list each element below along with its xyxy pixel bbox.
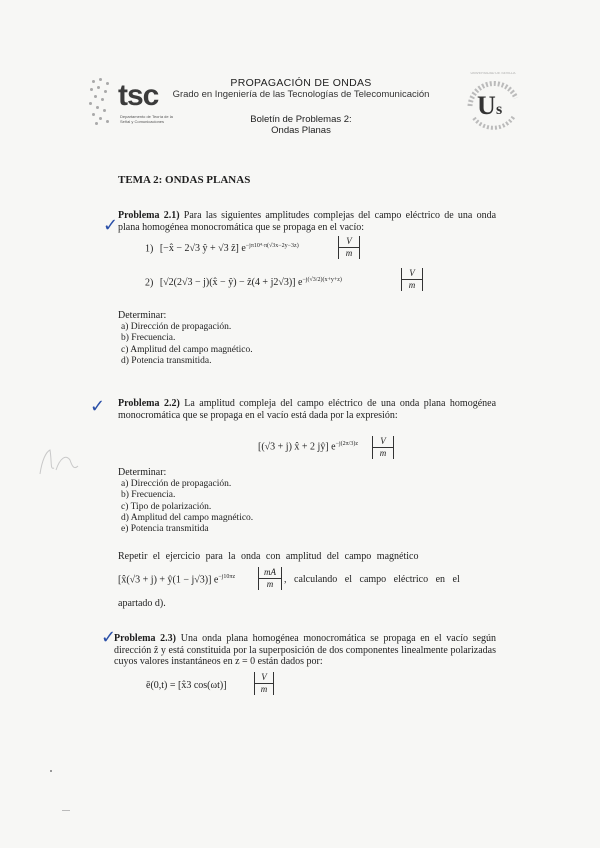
problem-2-2-repeat-line1: Repetir el ejercicio para la onda con amplitud del campo magnético [118, 551, 419, 562]
list-item: e) Potencia transmitida [121, 524, 209, 535]
eq22-exponent: −j(2π/3)z [335, 441, 358, 447]
list-item: c) Tipo de polarización. [121, 501, 212, 512]
problem-2-3-statement [114, 633, 496, 668]
eq22-unit-num: V [373, 436, 393, 448]
problem-2-1-text: Para las siguientes amplitudes complejas del campo eléctrico de una onda plana homogénea monocromática que se propaga en el vacío: [118, 210, 497, 233]
eq1-exponent: −jπ10⁴·π(√3x−2y−3z) [245, 243, 299, 249]
eq1-unit-den: m [345, 248, 353, 258]
svg-text:s: s [496, 101, 503, 118]
list-item: c) Amplitud del campo magnético. [121, 344, 253, 355]
eq2-unit-num: V [402, 268, 422, 280]
problem-2-2-repeat-eq [118, 574, 235, 585]
course-subtitle: Grado en Ingeniería de las Tecnologías de Telecomunicación [172, 89, 430, 100]
tema-heading: TEMA 2: ONDAS PLANAS [118, 174, 251, 186]
problem-2-2-eq [258, 441, 358, 452]
problem-2-3-title: Problema 2.3) [114, 633, 177, 644]
eq2-label: 2) [145, 277, 154, 289]
eq2-unit-den: m [408, 280, 416, 290]
list-item: d) Amplitud del campo magnético. [121, 512, 254, 523]
problem-2-2-repeat-line3: apartado d). [118, 598, 166, 609]
repeat-eq-unit [258, 567, 282, 590]
eq1-unit [338, 236, 360, 259]
eq23-unit-num: V [255, 672, 273, 684]
eq2-body: [√2(2√3 − j)(x̂ − ŷ) − ẑ(4 + j2√3)] e [159, 277, 303, 289]
eq1-unit-num: V [339, 236, 359, 248]
eq2-unit [401, 268, 423, 291]
eq2-exponent: −j(√3/2)(x+y+z) [302, 277, 342, 283]
boletin-title: Boletín de Problemas 2: [250, 114, 352, 125]
problem-2-1-statement [118, 210, 496, 233]
university-seal-ring-text: UNIVERSIDAD DE SEVILLA [470, 72, 516, 75]
repeat-unit-num: mA [259, 567, 281, 579]
problem-2-1-determinar: Determinar: [118, 310, 167, 321]
repeat-eq-body: [x̂(√3 + j) + ŷ(1 − j√3)] e [118, 574, 219, 586]
problem-2-2-statement [118, 398, 496, 421]
tsc-logo: tsc [118, 79, 159, 112]
problem-2-1-list [121, 322, 253, 367]
paper-mark [62, 810, 70, 811]
problem-2-2-repeat-tail: , calculando el campo eléctrico en el [284, 574, 460, 585]
problem-2-1-eq2 [145, 277, 342, 288]
eq23-unit-den: m [260, 684, 268, 694]
list-item: b) Frecuencia. [121, 490, 176, 501]
list-item: a) Dirección de propagación. [121, 479, 232, 489]
check-mark-icon: ✓ [90, 396, 106, 417]
problem-2-2-list [121, 479, 253, 535]
paper-mark [50, 770, 52, 772]
problem-2-2-determinar: Determinar: [118, 467, 167, 478]
problem-2-2-title: Problema 2.2) [118, 398, 180, 409]
eq22-unit [372, 436, 394, 459]
eq1-body: [−x̂ − 2√3 ŷ + √3 ẑ] e [159, 243, 246, 255]
course-title: PROPAGACIÓN DE ONDAS [230, 77, 372, 89]
eq22-body: [(√3 + j) x̂ + 2 jŷ] e [258, 441, 336, 453]
eq22-unit-den: m [379, 448, 387, 458]
list-item: a) Dirección de propagación. [121, 322, 232, 332]
problem-2-1-eq1 [145, 243, 299, 254]
repeat-unit-den: m [266, 579, 274, 589]
boletin-topic: Ondas Planas [271, 125, 331, 136]
list-item: b) Frecuencia. [121, 333, 176, 344]
problem-2-3-eq: ē(0,t) = [x̂3 cos(ωt)] [146, 680, 227, 691]
check-mark-icon: ✓ [103, 215, 119, 236]
problem-2-1-title: Problema 2.1) [118, 210, 180, 221]
tsc-logo-caption: Departamento de Teoría de la Señal y Comunicaciones [120, 114, 173, 124]
pencil-scribble-icon [36, 440, 84, 478]
problem-2-2-text: La amplitud compleja del campo eléctrico de una onda plana homogénea monocromática que se propaga en el vacío está dada por la expresión: [118, 398, 497, 421]
check-mark-icon: ✓ [101, 627, 117, 648]
list-item: d) Potencia transmitida. [121, 355, 212, 366]
repeat-eq-exponent: −j10πz [218, 574, 236, 580]
eq1-label: 1) [145, 243, 154, 255]
eq23-unit [254, 672, 274, 695]
university-seal-letters: U [477, 91, 496, 120]
university-seal-icon [462, 72, 524, 132]
problem-2-3-text: Una onda plana homogénea monocromática se propaga en el vacío según dirección ẑ y está constituida por la superposición de dos componentes linealmente polarizadas cuyos valores instantáneos en z = 0 están dados por: [114, 633, 497, 667]
